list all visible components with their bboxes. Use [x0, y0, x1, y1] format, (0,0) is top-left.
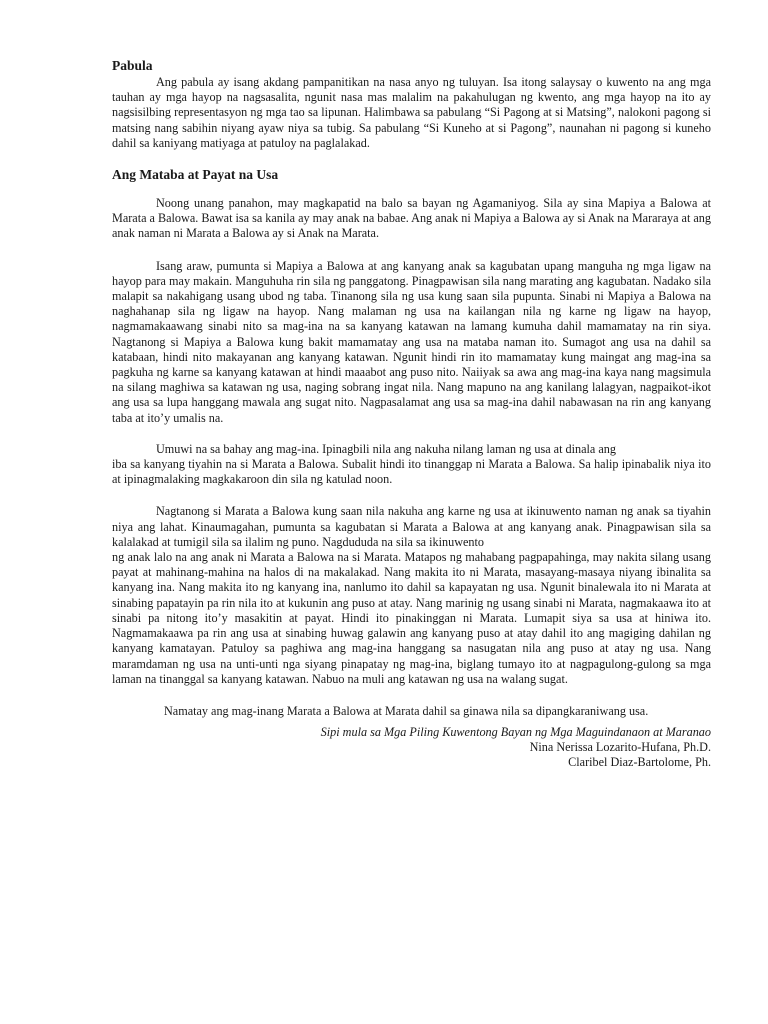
story-title: Ang Mataba at Payat na Usa [112, 167, 279, 183]
section-heading-pabula: Pabula [112, 58, 153, 73]
story-paragraph-4: Nagtanong si Marata a Balowa kung saan nila nakuha ang karne ng usa at ikinuwento naman ng anak sa tiyahin niya ang lahat. Kinaumagahan, pumunta sa kagubatan si Marata a Balowa at ang kanyang anak. Pinagpawisan sila sa kalalakad at tumigil sila sa ilalim ng puno. Nagdududa na sila sa ikinuwento [112, 504, 711, 549]
story-paragraph-3: Umuwi na sa bahay ang mag-ina. Ipinagbili nila ang nakuha nilang laman ng usa at dinala ang [156, 441, 616, 456]
story-paragraph-5: Namatay ang mag-inang Marata a Balowa at Marata dahil sa ginawa nila sa dipangkaraniwang usa. [164, 703, 649, 718]
source-citation: Sipi mula sa Mga Piling Kuwentong Bayan ng Mga Maguindanaon at Maranao [320, 725, 711, 740]
pabula-definition-paragraph: Ang pabula ay isang akdang pampanitikan na nasa anyo ng tuluyan. Isa itong salaysay o kuwento na ang mga tauhan ay mga hayop na nagsasalita, ngunit nasa mas malalim na pakahulugan ng kwento, ang mga hayop na ito ay nagsisilbing representasyon ng mga tao sa lipunan. Halimbawa sa pabulang “Si Pagong at si Matsing”, nalokoni pagong si matsing nang sabihin niyang ayaw niya sa tubig. Sa pabulang “Si Kuneho at si Pagong”, naunahan ni pagong si kuneho dahil sa kaniyang matiyaga at patuloy na paglalakad. [112, 75, 711, 150]
source-attribution [112, 725, 711, 770]
source-author-1: Nina Nerissa Lozarito-Hufana, Ph.D. [529, 740, 711, 755]
story-paragraph-2: Isang araw, pumunta si Mapiya a Balowa at ang kanyang anak sa kagubatan upang manguha ng mga ligaw na hayop para may makain. Manguhuha rin sila ng panggatong. Pinagpawisan sila nang marating ang kagubatan. Nadako sila malapit sa nakahigang usang ubod ng taba. Tinanong sila ng usa kung saan sila pupunta. Sinabi ni Mapiya a Balowa na naghahanap sila ng ligaw na hayop. Nang malaman ng usa na kailangan nila ng karne ng ligaw na hayop, nagmamakaawang sinabi nito sa mag-ina na sa kanyang katawan na lamang kumuha dahil mamamatay na rin siya. Nagtanong si Mapiya a Balowa kung bakit mamamatay ang usa na mataba naman ito. Sumagot ang usa na dahil sa katabaan, hindi nito makayanan ang kanyang katawan. Ngunit hindi rin ito mamamatay kung maingat ang mag-ina sa pagkuha ng karne sa kanyang katawan at hindi maaabot ang puso nito. Naiiyak sa awa ang mag-ina kaya nang magsimula na silang maghiwa sa katawan ng usa, naging sobrang ingat nila. Nang mapuno na ang kanilang lalagyan, nagpaikot-ikot ang usa sa lupa hanggang mawala ang sugat nito. Nagpasalamat ang usa sa mag-ina dahil nabawasan na rin ang kanyang taba at ito’y umalis na. [112, 258, 711, 425]
story-paragraph-1: Noong unang panahon, may magkapatid na balo sa bayan ng Agamaniyog. Sila ay sina Mapiya a Balowa at Marata a Balowa. Bawat isa sa kanila ay may anak na babae. Ang anak ni Mapiya a Balowa ay si Anak na Mararaya at ang anak naman ni Marata a Balowa ay si Anak na Marata. [112, 196, 711, 241]
document-page [112, 57, 711, 770]
story-paragraph-3-continued: iba sa kanyang tiyahin na si Marata a Balowa. Subalit hindi ito tinanggap ni Marata a Balowa. Sa halip ipinabalik niya ito at ipinagmalaking magkakaroon din sila ng katulad noon. [112, 457, 711, 487]
source-author-2: Claribel Diaz-Bartolome, Ph. [568, 755, 711, 770]
story-paragraph-4-continued: ng anak lalo na ang anak ni Marata a Balowa na si Marata. Matapos ng mahabang pagpapahinga, may nakita silang usang payat at mahinang-mahina na halos di na makalakad. Nang makita ito ni Marata, masayang-masaya niyang ibinalita sa kanyang ina. Nang makita ito ng kanyang ina, nanlumo ito dahil sa kapayatan ng usa. Ngunit binalewala ito ni Marata at sinabing papatayin pa rin nila ito at kukunin ang puso at atay. Nang marinig ng usang sinabi ni Marata, nagmakaawa ito at sinabi pa nitong ito’y masakitin at payat. Hindi ito pinakinggan ni Marata. Lumapit siya sa usa at hiniwa ito. Nagmamakaawa pa rin ang usa at sinabing huwag galawin ang kanyang puso at atay dahil ito ang magiging dahilan ng kanyang kamatayan. Patuloy sa paghiwa ang mag-ina hanggang sa nasugatan nila ang puso at atay ng usa. Nang maramdaman ng usa na unti-unti nga siyang pinapatay ng mag-ina, biglang tumayo ito at nagpagulong-gulong sa mga laman na tinanggal sa kanyang katawan. Nabuo na muli ang katawan ng usa na walang sugat. [112, 550, 711, 686]
